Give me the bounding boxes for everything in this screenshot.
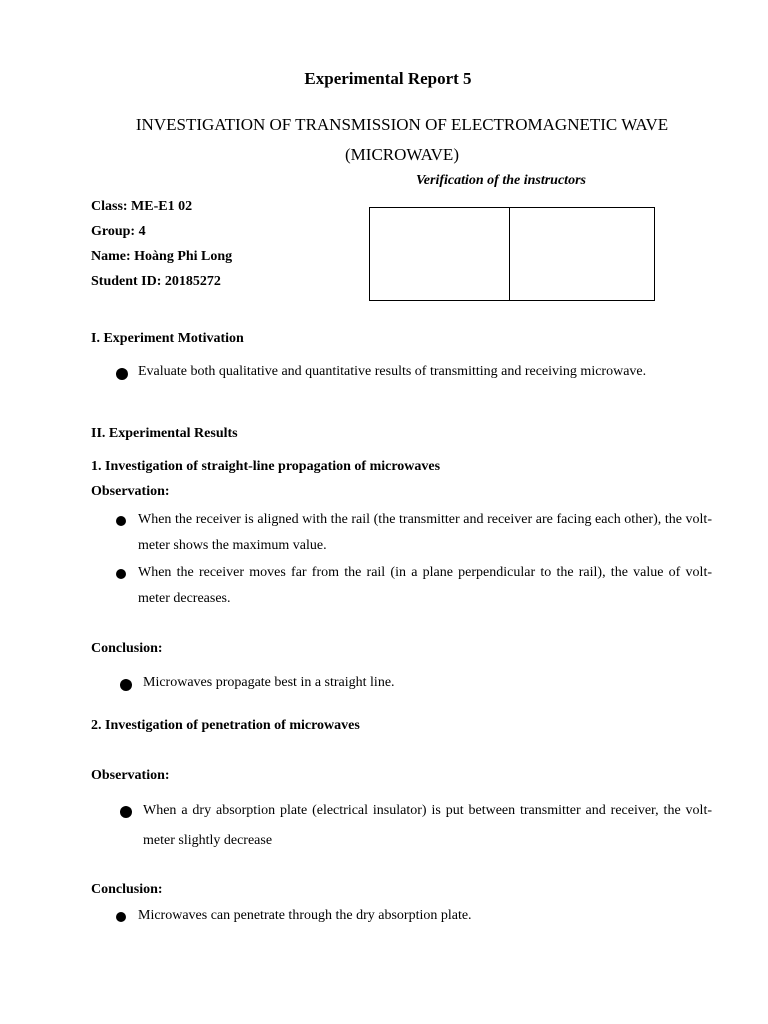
motivation-bullet: Evaluate both qualitative and quantitative results of transmitting and receiving microwave. <box>138 364 647 379</box>
bullet-icon <box>116 912 126 922</box>
report-subtitle-line2: (MICROWAVE) <box>345 145 459 164</box>
part2-observation-label: Observation: <box>91 768 170 783</box>
student-class: Class: ME-E1 02 <box>91 199 193 214</box>
verification-label: Verification of the instructors <box>416 173 586 188</box>
bullet-icon <box>116 368 128 380</box>
report-title: Experimental Report 5 <box>304 69 472 88</box>
part1-observation-1: When the receiver is aligned with the rail (the transmitter and receiver are facing each other), the volt-meter shows the maximum value. <box>138 512 712 553</box>
part2-conclusion-1: Microwaves can penetrate through the dry absorption plate. <box>138 908 472 923</box>
part2-observation-1: When a dry absorption plate (electrical insulator) is put between transmitter and receiver, the volt-meter slightly decrease <box>143 803 712 848</box>
verification-box-divider <box>509 208 510 300</box>
bullet-icon <box>120 806 132 818</box>
part1-conclusion-1: Microwaves propagate best in a straight line. <box>143 675 395 690</box>
student-group: Group: 4 <box>91 224 146 239</box>
student-id: Student ID: 20185272 <box>91 274 221 289</box>
part1-heading: 1. Investigation of straight-line propagation of microwaves <box>91 459 441 474</box>
report-subtitle-line1: INVESTIGATION OF TRANSMISSION OF ELECTROMAGNETIC WAVE <box>135 115 669 134</box>
section2-heading: II. Experimental Results <box>91 426 238 441</box>
bullet-icon <box>116 569 126 579</box>
part1-conclusion-label: Conclusion: <box>91 641 163 656</box>
section1-heading: I. Experiment Motivation <box>91 331 244 346</box>
part1-observation-2: When the receiver moves far from the rail (in a plane perpendicular to the rail), the value of volt-meter decreases. <box>138 565 712 606</box>
part2-conclusion-label: Conclusion: <box>91 882 163 897</box>
part1-observation-label: Observation: <box>91 484 170 499</box>
bullet-icon <box>120 679 132 691</box>
part2-heading: 2. Investigation of penetration of microwaves <box>91 718 360 733</box>
verification-box <box>369 207 655 301</box>
student-name: Name: Hoàng Phi Long <box>91 249 233 264</box>
bullet-icon <box>116 516 126 526</box>
